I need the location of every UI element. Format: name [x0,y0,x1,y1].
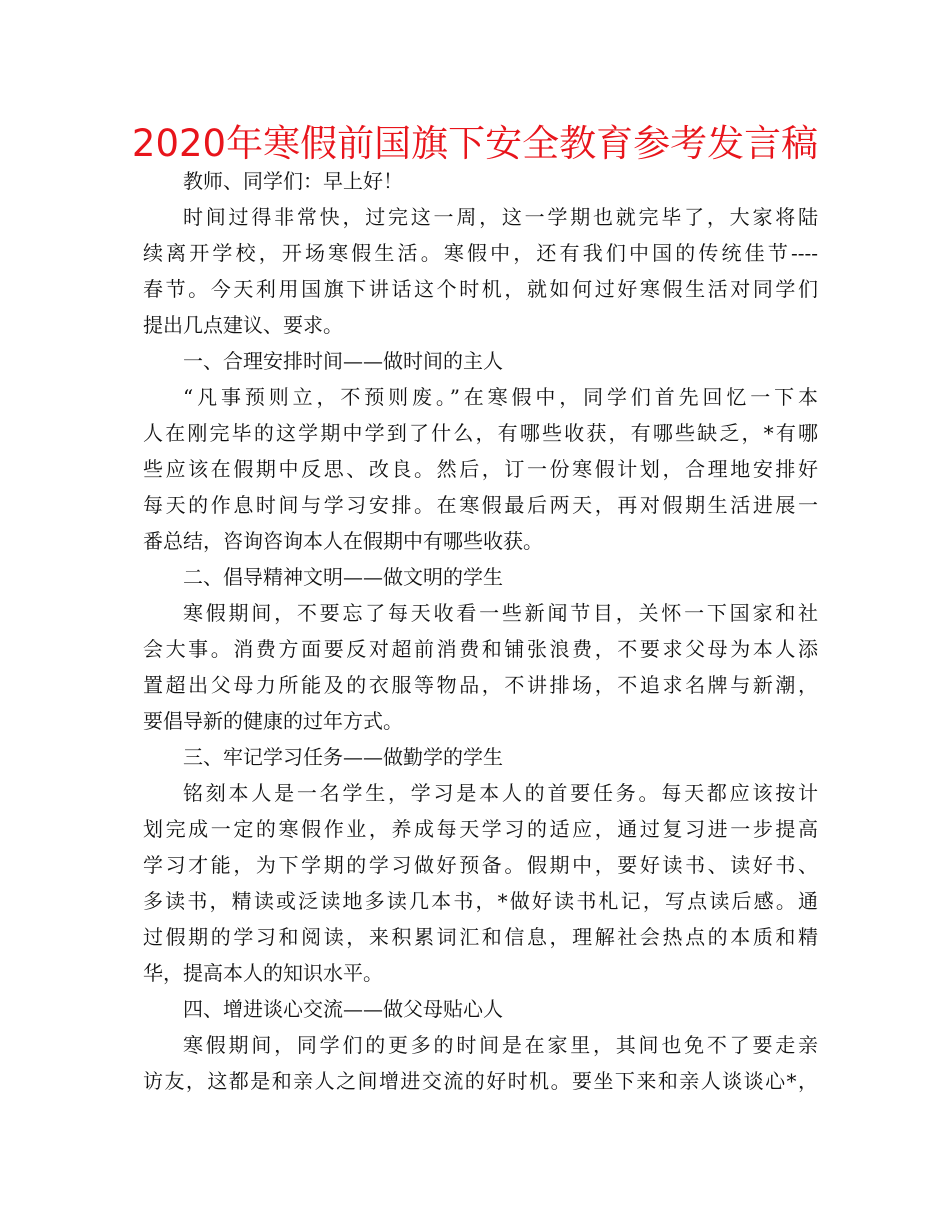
paragraph-line: 每天的作息时间与学习安排。在寒假最后两天，再对假期生活进展一 [143,493,818,517]
document-title: 2020年寒假前国旗下安全教育参考发言稿 [131,122,819,165]
paragraph-line: 华，提高本人的知识水平。 [143,961,383,985]
paragraph-line: 多读书，精读或泛读地多读几本书，*做好读书札记，写点读后感。通 [143,889,818,913]
paragraph-line: 时间过得非常快，过完这一周，这一学期也就完毕了，大家将陆 [183,205,818,229]
paragraph-line: 要倡导新的健康的过年方式。 [143,709,403,733]
paragraph-line: 四、增进谈心交流——做父母贴心人 [183,997,503,1021]
paragraph-line: 些应该在假期中反思、改良。然后，订一份寒假计划，合理地安排好 [143,457,818,481]
paragraph-line: 番总结，咨询咨询本人在假期中有哪些收获。 [143,529,543,553]
paragraph-line: 提出几点建议、要求。 [143,313,343,337]
paragraph-line: 学习才能，为下学期的学习做好预备。假期中，要好读书、读好书、 [143,853,818,877]
paragraph-line: 置超出父母力所能及的衣服等物品，不讲排场，不追求名牌与新潮， [143,673,818,697]
paragraph-line: 春节。今天利用国旗下讲话这个时机，就如何过好寒假生活对同学们 [143,277,818,301]
paragraph-line: 人在刚完毕的这学期中学到了什么，有哪些收获，有哪些缺乏，*有哪 [143,421,818,445]
document-body [143,163,818,1099]
paragraph-line: 寒假期间，同学们的更多的时间是在家里，其间也免不了要走亲 [183,1033,818,1057]
paragraph-line: 教师、同学们：早上好！ [183,169,403,193]
paragraph-line: 二、倡导精神文明——做文明的学生 [183,565,503,589]
paragraph-line: 三、牢记学习任务——做勤学的学生 [183,745,503,769]
paragraph-line: 会大事。消费方面要反对超前消费和铺张浪费，不要求父母为本人添 [143,637,818,661]
paragraph-line: 划完成一定的寒假作业，养成每天学习的适应，通过复习进一步提高 [143,817,818,841]
paragraph-line: 访友，这都是和亲人之间增进交流的好时机。要坐下来和亲人谈谈心*， [143,1069,818,1093]
paragraph-line: 续离开学校，开场寒假生活。寒假中，还有我们中国的传统佳节---- [143,241,818,265]
paragraph-line: 铭刻本人是一名学生，学习是本人的首要任务。每天都应该按计 [183,781,818,805]
paragraph-line: “凡事预则立，不预则废。”在寒假中，同学们首先回忆一下本 [183,385,818,409]
paragraph-line: 一、合理安排时间——做时间的主人 [183,349,503,373]
paragraph-line: 过假期的学习和阅读，来积累词汇和信息，理解社会热点的本质和精 [143,925,818,949]
paragraph-line: 寒假期间，不要忘了每天收看一些新闻节目，关怀一下国家和社 [183,601,818,625]
